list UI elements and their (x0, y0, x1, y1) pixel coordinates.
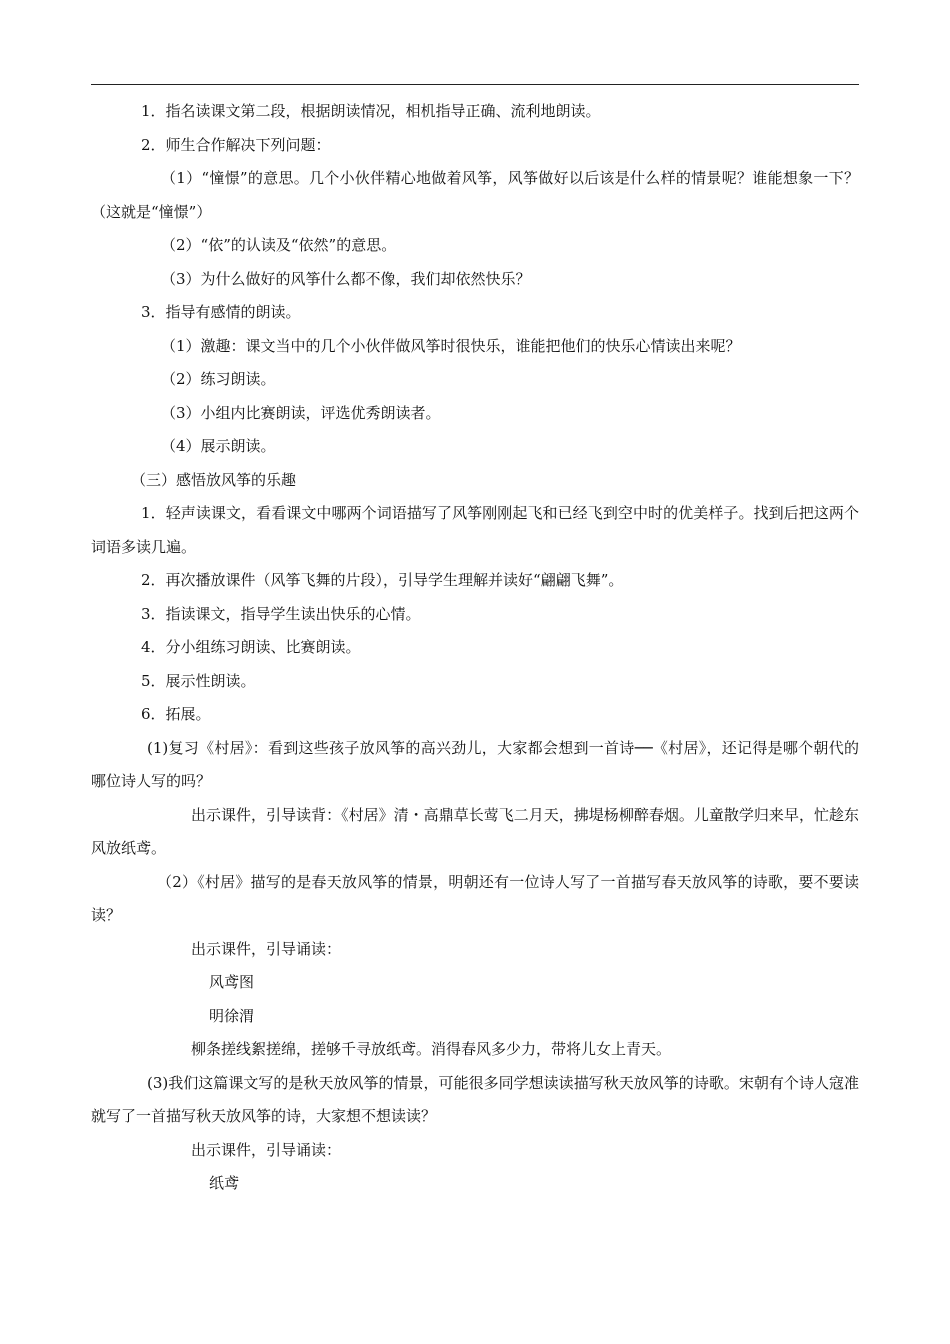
paragraph: 1．轻声读课文，看看课文中哪两个词语描写了风筝刚刚起飞和已经飞到空中时的优美样子。找到后把这两个词语多读几遍。 (91, 504, 859, 556)
paragraph: （3）为什么做好的风筝什么都不像，我们却依然快乐？ (161, 269, 531, 288)
paragraph: 2．再次播放课件（风筝飞舞的片段），引导学生理解并读好“翩翩飞舞”。 (141, 571, 624, 589)
poem-title: 风鸢图 (209, 973, 255, 991)
poem-title: 纸鸢 (209, 1174, 240, 1192)
paragraph: 出示课件，引导读背：《村居》清・高鼎草长莺飞二月天，拂堤杨柳醉春烟。儿童散学归来早，忙趁东风放纸鸢。 (91, 805, 859, 857)
paragraph: 6．拓展。 (141, 705, 211, 723)
poem-text: 柳条搓线絮搓绵，搓够千寻放纸鸢。消得春风多少力，带将儿女上青天。 (191, 1040, 672, 1058)
paragraph: （3）小组内比赛朗读，评选优秀朗读者。 (161, 403, 441, 422)
paragraph: (3)我们这篇课文写的是秋天放风筝的情景，可能很多同学想读读描写秋天放风筝的诗歌。宋朝有个诗人寇准就写了一首描写秋天放风筝的诗，大家想不想读读？ (91, 1073, 859, 1125)
poem-author: 明徐渭 (209, 1006, 255, 1025)
paragraph: 3．指导有感情的朗读。 (141, 303, 301, 321)
paragraph: （2）练习朗读。 (161, 370, 276, 388)
document-body (91, 95, 859, 1201)
paragraph: （4）展示朗读。 (161, 437, 276, 455)
paragraph: （1）激趣：课文当中的几个小伙伴做风筝时很快乐，谁能把他们的快乐心情读出来呢？ (161, 336, 741, 355)
paragraph: 出示课件，引导诵读： (191, 1140, 342, 1159)
paragraph: (1)复习《村居》：看到这些孩子放风筝的高兴劲儿，大家都会想到一首诗──《村居》，还记得是哪个朝代的哪位诗人写的吗？ (91, 738, 859, 790)
paragraph: 1．指名读课文第二段，根据朗读情况，相机指导正确、流利地朗读。 (141, 102, 601, 120)
paragraph: 出示课件，引导诵读： (191, 939, 342, 958)
section-heading: （三）感悟放风筝的乐趣 (131, 470, 297, 489)
paragraph: 4．分小组练习朗读、比赛朗读。 (141, 638, 361, 656)
paragraph: （2）《村居》描写的是春天放风筝的情景，明朝还有一位诗人写了一首描写春天放风筝的诗歌，要不要读读？ (91, 872, 859, 924)
paragraph: 5．展示性朗读。 (141, 671, 256, 690)
paragraph: 2．师生合作解决下列问题： (141, 135, 331, 154)
paragraph: （2）“依”的认读及“依然”的意思。 (161, 236, 397, 254)
paragraph: （1）“憧憬”的意思。几个小伙伴精心地做着风筝，风筝做好以后该是什么样的情景呢？谁能想象一下？（这就是“憧憬”） (91, 169, 859, 221)
paragraph: 3．指读课文，指导学生读出快乐的心情。 (141, 604, 421, 623)
header-rule (91, 84, 859, 85)
